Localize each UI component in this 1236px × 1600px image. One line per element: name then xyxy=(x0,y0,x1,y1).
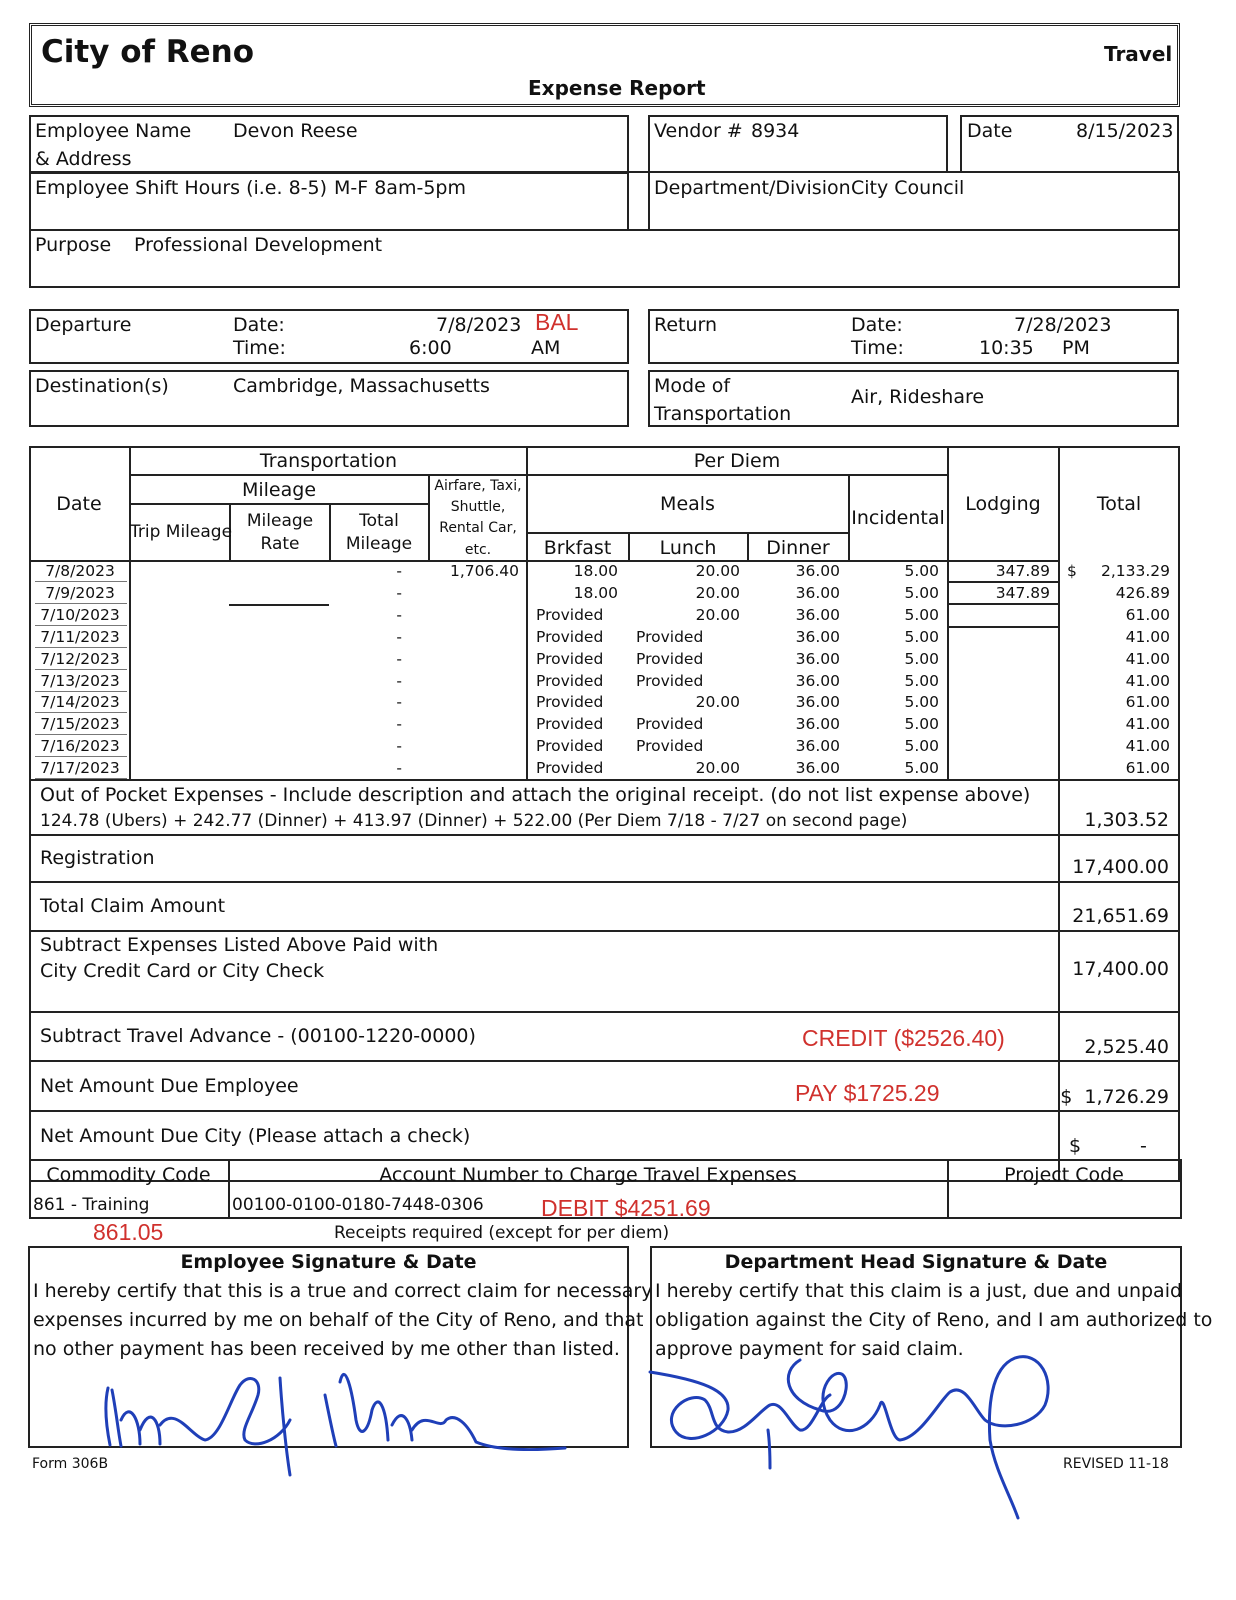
total-claim-label: Total Claim Amount xyxy=(40,895,226,917)
net-employee-value: $ 1,726.29 xyxy=(1060,1086,1169,1108)
cell-incidental: 5.00 xyxy=(904,693,939,712)
employee-signature-title: Employee Signature & Date xyxy=(180,1251,477,1273)
cell-dinner: 36.00 xyxy=(795,759,840,778)
cell-breakfast: Provided xyxy=(536,605,604,624)
cell-incidental: 5.00 xyxy=(904,583,939,602)
oop-value: 1,303.52 xyxy=(1084,809,1169,831)
advance-value: 2,525.40 xyxy=(1084,1036,1169,1058)
cell-total-mileage: - xyxy=(396,671,402,690)
cell-total: 61.00 xyxy=(1125,605,1170,624)
cell-lunch: Provided xyxy=(636,715,704,734)
departure-annotation: BAL xyxy=(535,309,579,335)
return-date: 7/28/2023 xyxy=(1014,314,1112,336)
cell-breakfast: Provided xyxy=(536,715,604,734)
cell-incidental: 5.00 xyxy=(904,715,939,734)
cell-lunch: 20.00 xyxy=(695,605,740,624)
net-city-label: Net Amount Due City (Please attach a check) xyxy=(40,1125,471,1147)
cell-incidental: 5.00 xyxy=(904,627,939,646)
th-total: Total xyxy=(1096,493,1142,515)
employee-name-label: Employee Name xyxy=(35,120,192,142)
cell-total-mileage: - xyxy=(396,715,402,734)
departure-label: Departure xyxy=(35,314,132,336)
th-airfare-4: etc. xyxy=(464,542,492,558)
cell-breakfast: Provided xyxy=(536,649,604,668)
cell-breakfast: Provided xyxy=(536,627,604,646)
th-incidental: Incidental xyxy=(851,507,945,529)
cell-dinner: 36.00 xyxy=(795,649,840,668)
cell-airfare: 1,706.40 xyxy=(449,562,519,580)
shift-value: M-F 8am-5pm xyxy=(334,177,466,199)
cell-breakfast: Provided xyxy=(536,671,604,690)
dept-signature-title: Department Head Signature & Date xyxy=(724,1251,1108,1273)
cell-total: 426.89 xyxy=(1115,583,1170,602)
purpose-label: Purpose xyxy=(35,234,112,256)
th-mileage-rate-1: Mileage xyxy=(246,511,314,531)
vendor-value: 8934 xyxy=(751,120,800,142)
th-transportation: Transportation xyxy=(259,450,398,472)
cell-lunch: Provided xyxy=(636,627,704,646)
th-airfare-1: Airfare, Taxi, xyxy=(434,478,522,494)
cell-total: 41.00 xyxy=(1125,627,1170,646)
receipts-note: Receipts required (except for per diem) xyxy=(334,1223,670,1243)
cell-lunch: Provided xyxy=(636,671,704,690)
cell-lunch: 20.00 xyxy=(695,583,740,602)
th-breakfast: Brkfast xyxy=(543,537,612,559)
cell-breakfast: Provided xyxy=(536,737,604,756)
vendor-label: Vendor # xyxy=(654,120,743,142)
cell-incidental: 5.00 xyxy=(904,737,939,756)
date-label: Date xyxy=(967,120,1013,142)
employee-cert-2: expenses incurred by me on behalf of the City of Reno, and that xyxy=(33,1309,644,1331)
th-mileage: Mileage xyxy=(241,479,317,501)
cell-total: 41.00 xyxy=(1125,737,1170,756)
department-value: City Council xyxy=(851,177,965,199)
cell-date: 7/13/2023 xyxy=(40,671,120,690)
net-employee-label: Net Amount Due Employee xyxy=(40,1075,299,1097)
cell-total: 61.00 xyxy=(1125,759,1170,778)
dept-cert-2: obligation against the City of Reno, and I am authorized to xyxy=(655,1309,1213,1331)
cell-incidental: 5.00 xyxy=(904,562,939,580)
th-date: Date xyxy=(56,493,102,515)
cell-total-mileage: - xyxy=(396,693,402,712)
departure-ampm: AM xyxy=(531,337,561,359)
cell-incidental: 5.00 xyxy=(904,605,939,624)
cell-lodging: 347.89 xyxy=(995,562,1050,580)
account-value: 00100-0100-0180-7448-0306 xyxy=(232,1195,484,1215)
th-total-mileage-1: Total xyxy=(359,511,399,531)
destination-label: Destination(s) xyxy=(35,375,169,397)
cell-currency: $ xyxy=(1067,562,1077,580)
th-total-mileage-2: Mileage xyxy=(345,534,413,554)
cell-total: 41.00 xyxy=(1125,649,1170,668)
dept-cert-1: I hereby certify that this claim is a just, due and unpaid xyxy=(655,1280,1183,1302)
cell-date: 7/10/2023 xyxy=(40,605,120,624)
cell-date: 7/8/2023 xyxy=(45,562,115,580)
th-mileage-rate-2: Rate xyxy=(260,534,300,554)
cell-incidental: 5.00 xyxy=(904,671,939,690)
cell-dinner: 36.00 xyxy=(795,583,840,602)
commodity-value: 861 - Training xyxy=(33,1195,150,1215)
cell-lunch: 20.00 xyxy=(695,562,740,580)
cell-dinner: 36.00 xyxy=(795,715,840,734)
departure-date-label: Date: xyxy=(233,314,285,336)
employee-cert-1: I hereby certify that this is a true and correct claim for necessary xyxy=(33,1280,653,1302)
commodity-note: 861.05 xyxy=(93,1219,164,1245)
th-lodging: Lodging xyxy=(965,493,1041,515)
dept-cert-3: approve payment for said claim. xyxy=(655,1338,964,1360)
travel-label: Travel xyxy=(1104,42,1173,66)
cell-lodging: 347.89 xyxy=(995,583,1050,602)
subtract-city-label-1: Subtract Expenses Listed Above Paid with xyxy=(40,934,439,956)
department-label: Department/Division xyxy=(654,177,851,199)
cell-total-mileage: - xyxy=(396,562,402,580)
cell-date: 7/11/2023 xyxy=(40,627,120,646)
th-trip-mileage: Trip Mileage xyxy=(130,522,233,542)
destination-value: Cambridge, Massachusetts xyxy=(233,375,490,397)
cell-dinner: 36.00 xyxy=(795,605,840,624)
th-dinner: Dinner xyxy=(766,537,830,559)
cell-date: 7/9/2023 xyxy=(45,583,115,602)
cell-breakfast: Provided xyxy=(536,759,604,778)
commodity-label: Commodity Code xyxy=(46,1164,211,1186)
cell-total: 41.00 xyxy=(1125,671,1170,690)
advance-label: Subtract Travel Advance - (00100-1220-0000) xyxy=(40,1025,476,1047)
departure-date: 7/8/2023 xyxy=(436,314,522,336)
departure-time: 6:00 xyxy=(409,337,452,359)
cell-date: 7/17/2023 xyxy=(40,759,120,778)
cell-dinner: 36.00 xyxy=(795,671,840,690)
employee-name: Devon Reese xyxy=(233,120,358,142)
net-city-currency: $ xyxy=(1069,1135,1082,1157)
account-note: DEBIT $4251.69 xyxy=(541,1195,711,1221)
return-time: 10:35 xyxy=(979,337,1034,359)
th-airfare-2: Shuttle, xyxy=(450,499,506,515)
purpose-value: Professional Development xyxy=(134,234,383,256)
registration-label: Registration xyxy=(40,847,155,869)
return-time-label: Time: xyxy=(851,337,904,359)
revised-note: REVISED 11-18 xyxy=(1063,1456,1169,1472)
cell-lunch: 20.00 xyxy=(695,759,740,778)
advance-note: CREDIT ($2526.40) xyxy=(802,1025,1005,1051)
th-per-diem: Per Diem xyxy=(693,450,781,472)
cell-breakfast: 18.00 xyxy=(573,583,618,602)
account-label: Account Number to Charge Travel Expenses xyxy=(379,1164,797,1186)
subtract-city-value: 17,400.00 xyxy=(1072,958,1169,980)
project-code-label: Project Code xyxy=(1004,1164,1124,1186)
cell-dinner: 36.00 xyxy=(795,627,840,646)
th-airfare-3: Rental Car, xyxy=(439,520,517,536)
return-date-label: Date: xyxy=(851,314,903,336)
cell-total-mileage: - xyxy=(396,737,402,756)
report-subtitle: Expense Report xyxy=(528,76,706,100)
cell-incidental: 5.00 xyxy=(904,649,939,668)
cell-date: 7/16/2023 xyxy=(40,737,120,756)
city-title: City of Reno xyxy=(41,34,255,70)
cell-total-mileage: - xyxy=(396,759,402,778)
shift-label: Employee Shift Hours (i.e. 8-5) xyxy=(35,177,328,199)
employee-cert-3: no other payment has been received by me other than listed. xyxy=(33,1338,620,1360)
net-city-value: - xyxy=(1140,1135,1147,1157)
th-meals: Meals xyxy=(660,493,715,515)
cell-incidental: 5.00 xyxy=(904,759,939,778)
departure-time-label: Time: xyxy=(233,337,286,359)
cell-lunch: Provided xyxy=(636,737,704,756)
cell-lunch: Provided xyxy=(636,649,704,668)
employee-address-label: & Address xyxy=(35,148,132,170)
mode-label-1: Mode of xyxy=(654,375,731,397)
cell-dinner: 36.00 xyxy=(795,693,840,712)
total-claim-value: 21,651.69 xyxy=(1072,905,1169,927)
cell-total: 41.00 xyxy=(1125,715,1170,734)
cell-date: 7/14/2023 xyxy=(40,693,120,712)
oop-detail: 124.78 (Ubers) + 242.77 (Dinner) + 413.97 (Dinner) + 522.00 (Per Diem 7/18 - 7/27 on second page) xyxy=(40,811,908,831)
cell-breakfast: 18.00 xyxy=(573,562,618,580)
return-label: Return xyxy=(654,314,718,336)
return-ampm: PM xyxy=(1062,337,1090,359)
cell-date: 7/15/2023 xyxy=(40,715,120,734)
cell-total: 61.00 xyxy=(1125,693,1170,712)
cell-dinner: 36.00 xyxy=(795,562,840,580)
cell-total-mileage: - xyxy=(396,627,402,646)
cell-total-mileage: - xyxy=(396,605,402,624)
cell-total-mileage: - xyxy=(396,649,402,668)
net-employee-note: PAY $1725.29 xyxy=(795,1080,940,1106)
form-number: Form 306B xyxy=(32,1456,109,1472)
date-value: 8/15/2023 xyxy=(1076,120,1174,142)
cell-dinner: 36.00 xyxy=(795,737,840,756)
mode-value: Air, Rideshare xyxy=(851,386,985,408)
mode-label-2: Transportation xyxy=(654,403,792,425)
subtract-city-label-2: City Credit Card or City Check xyxy=(40,960,325,982)
oop-label: Out of Pocket Expenses - Include description and attach the original receipt. (do not list expense above) xyxy=(40,784,1031,806)
registration-value: 17,400.00 xyxy=(1072,856,1169,878)
th-lunch: Lunch xyxy=(659,537,717,559)
cell-date: 7/12/2023 xyxy=(40,649,120,668)
cell-breakfast: Provided xyxy=(536,693,604,712)
cell-lunch: 20.00 xyxy=(695,693,740,712)
cell-total: 2,133.29 xyxy=(1100,562,1170,580)
cell-total-mileage: - xyxy=(396,583,402,602)
